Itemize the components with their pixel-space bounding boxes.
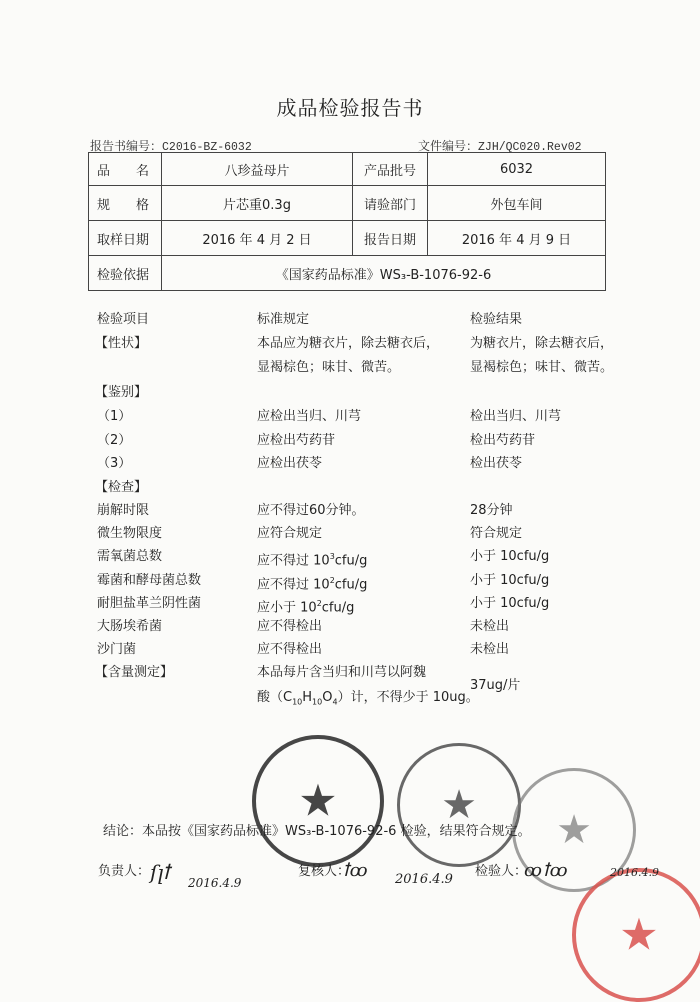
section-identify: 【鉴别】 bbox=[95, 385, 148, 400]
name-label: 品 名 bbox=[89, 153, 162, 186]
check-standard-2: 应符合规定 bbox=[257, 526, 323, 541]
identify-standard-3: 应检出茯苓 bbox=[257, 456, 323, 471]
report-number-value: C2016-BZ-6032 bbox=[162, 141, 252, 154]
check-standard-1: 应不得过60分钟。 bbox=[257, 503, 365, 518]
assay-result: 37ug/片 bbox=[470, 678, 521, 693]
check-result-5: 小于 10cfu/g bbox=[470, 596, 550, 611]
check-result-6: 未检出 bbox=[470, 619, 510, 634]
header-standard: 标准规定 bbox=[257, 312, 310, 327]
responsible-label: 负责人： bbox=[98, 864, 151, 879]
assay-standard-2: 酸$(C_{10}H_{10}O_4)$计，不得少于 10ug。 bbox=[257, 690, 479, 707]
check-result-3: 小于 10cfu/g bbox=[470, 549, 550, 564]
company-stamp-1 bbox=[252, 735, 384, 867]
check-result-4: 小于 10cfu/g bbox=[470, 573, 550, 588]
check-standard-7: 应不得检出 bbox=[257, 642, 323, 657]
check-item-2: 微生物限度 bbox=[97, 526, 163, 541]
info-table bbox=[88, 152, 606, 291]
identify-no-2: （2） bbox=[97, 433, 132, 448]
basis-label: 检验依据 bbox=[89, 256, 162, 291]
report-number-label: 报告书编号： bbox=[90, 139, 163, 153]
character-standard-2: 显褐棕色；味甘、微苦。 bbox=[257, 360, 401, 375]
reviewer-label: 复核人： bbox=[298, 864, 351, 879]
file-number-value: ZJH/QC020.Rev02 bbox=[478, 141, 582, 154]
responsible-date: 2016.4.9 bbox=[188, 876, 242, 890]
star-icon: ★ bbox=[298, 775, 338, 827]
check-item-6: 大肠埃希菌 bbox=[97, 619, 163, 634]
check-standard-6: 应不得检出 bbox=[257, 619, 323, 634]
section-assay: 【含量测定】 bbox=[95, 665, 174, 680]
check-item-5: 耐胆盐革兰阴性菌 bbox=[97, 596, 202, 611]
character-standard-1: 本品应为糖衣片，除去糖衣后， bbox=[257, 336, 440, 351]
section-character: 【性状】 bbox=[95, 336, 148, 351]
name-value: 八珍益母片 bbox=[162, 153, 353, 186]
identify-standard-1: 应检出当归、川芎 bbox=[257, 409, 362, 424]
basis-value: 《国家药品标准》WS₃-B-1076-92-6 bbox=[162, 256, 606, 291]
batch-value: 6032 bbox=[428, 153, 606, 186]
company-stamp-4 bbox=[572, 868, 700, 1002]
identify-result-2: 检出芍药苷 bbox=[470, 433, 536, 448]
check-standard-4: 应不得过 $10^2cfu/g$ bbox=[257, 576, 368, 593]
header-item: 检验项目 bbox=[97, 312, 150, 327]
identify-result-1: 检出当归、川芎 bbox=[470, 409, 562, 424]
check-standard-5: 应小于 $10^2cfu/g$ bbox=[257, 599, 355, 616]
reviewer-date: 2016.4.9 bbox=[395, 872, 453, 887]
batch-label: 产品批号 bbox=[353, 153, 428, 186]
check-item-4: 霉菌和酵母菌总数 bbox=[97, 573, 202, 588]
identify-no-1: （1） bbox=[97, 409, 132, 424]
dept-value: 外包车间 bbox=[428, 186, 606, 221]
star-icon: ★ bbox=[619, 909, 659, 961]
inspector-signature: ꝏꝉꝏ bbox=[524, 860, 568, 881]
section-check: 【检查】 bbox=[95, 480, 148, 495]
identify-no-3: （3） bbox=[97, 456, 132, 471]
identify-result-3: 检出茯苓 bbox=[470, 456, 523, 471]
sample-date-label: 取样日期 bbox=[89, 221, 162, 256]
character-result-2: 显褐棕色；味甘、微苦。 bbox=[470, 360, 614, 375]
page-title: 成品检验报告书 bbox=[276, 96, 424, 120]
star-icon: ★ bbox=[441, 782, 477, 828]
character-result-1: 为糖衣片，除去糖衣后， bbox=[470, 336, 614, 351]
dept-label: 请验部门 bbox=[353, 186, 428, 221]
spec-label: 规 格 bbox=[89, 186, 162, 221]
spec-value: 片芯重0.3g bbox=[162, 186, 353, 221]
inspector-label: 检验人： bbox=[475, 864, 528, 879]
inspector-date: 2016.4.9 bbox=[610, 866, 659, 879]
check-item-1: 崩解时限 bbox=[97, 503, 150, 518]
star-icon: ★ bbox=[556, 807, 592, 853]
conclusion: 结论：本品按《国家药品标准》WS₃-B-1076-92-6 检验，结果符合规定。 bbox=[103, 824, 531, 839]
check-standard-3: 应不得过 $10^3cfu/g$ bbox=[257, 552, 368, 569]
sample-date-value: 2016 年 4 月 2 日 bbox=[162, 221, 353, 256]
check-result-7: 未检出 bbox=[470, 642, 510, 657]
file-number-label: 文件编号： bbox=[418, 139, 479, 153]
check-result-2: 符合规定 bbox=[470, 526, 523, 541]
assay-standard-1: 本品每片含当归和川芎以阿魏 bbox=[257, 665, 427, 680]
header-result: 检验结果 bbox=[470, 312, 523, 327]
report-date-label: 报告日期 bbox=[353, 221, 428, 256]
identify-standard-2: 应检出芍药苷 bbox=[257, 433, 336, 448]
report-date-value: 2016 年 4 月 9 日 bbox=[428, 221, 606, 256]
check-result-1: 28分钟 bbox=[470, 503, 513, 518]
check-item-7: 沙门菌 bbox=[97, 642, 137, 657]
responsible-signature: ſꞁꝉ bbox=[150, 860, 169, 884]
company-stamp-2 bbox=[397, 743, 521, 867]
check-item-3: 需氧菌总数 bbox=[97, 549, 163, 564]
reviewer-signature: ꝉꝏ bbox=[342, 860, 368, 881]
